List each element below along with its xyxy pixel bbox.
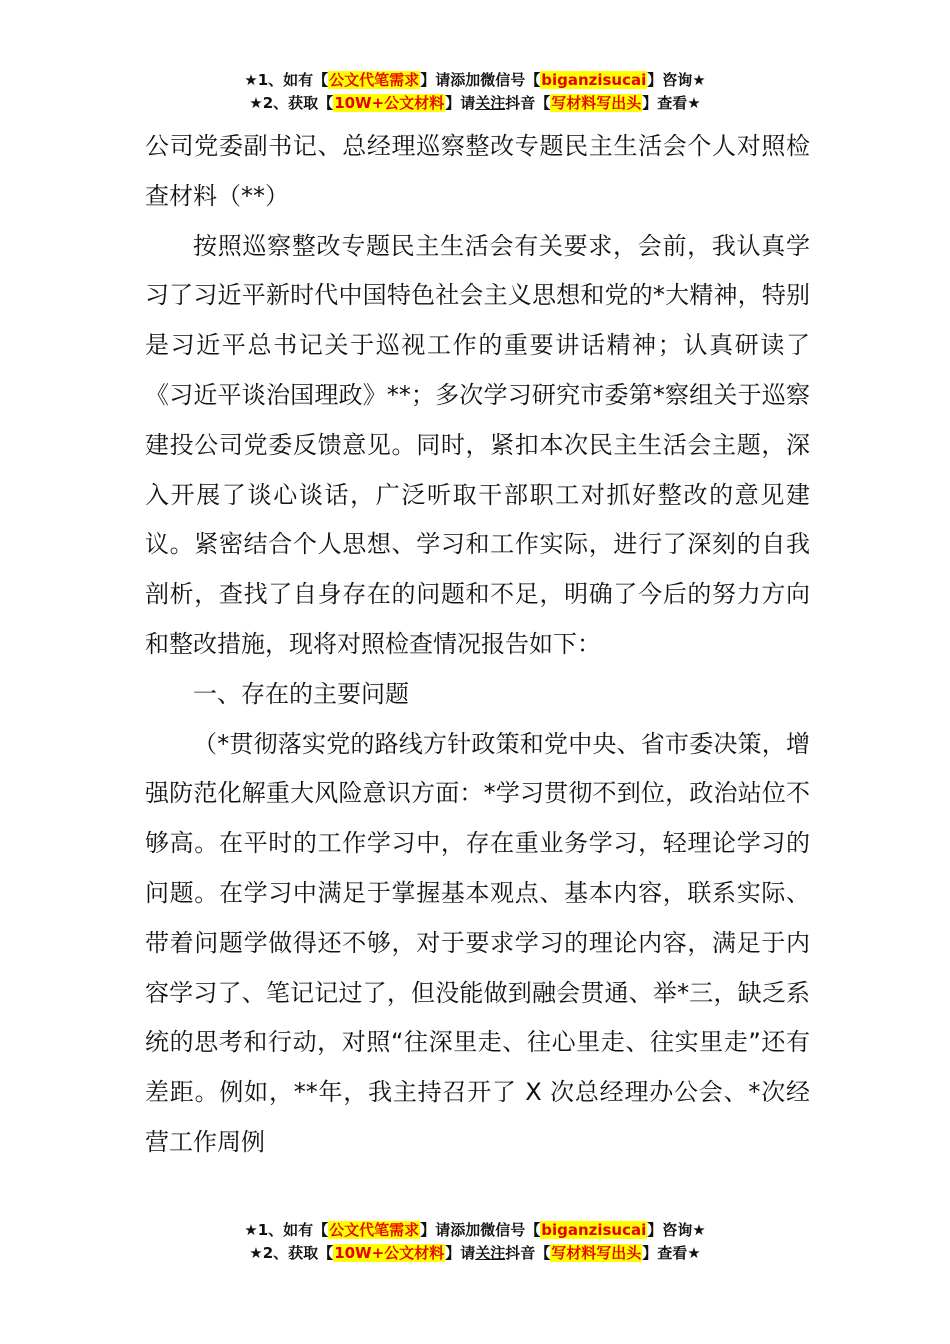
promo-text: 】请添加微信号【: [420, 1221, 541, 1239]
promo-text: 】咨询★: [647, 1221, 706, 1239]
section-heading: 一、存在的主要问题: [193, 679, 409, 708]
promo-text: 抖音【: [505, 1244, 551, 1262]
promo-highlight: biganzisucai: [541, 1221, 647, 1239]
promo-text: 】查看★: [642, 94, 701, 112]
promo-line-1: [0, 1219, 950, 1242]
section-paragraph: （*贯彻落实党的路线方针政策和党中央、省市委决策，增强防范化解重大风险意识方面：*学习贯彻不到位，政治站位不够高。在平时的工作学习中，存在重业务学习，轻理论学习的问题。在学习中满足于掌握基本观点、基本内容，联系实际、带着问题学做得还不够，对于要求学习的理论内容，满足于内容学习了、笔记记过了，但没能做到融会贯通、举*三，缺乏系统的思考和行动，对照“往深里走、往心里走、往实里走”还有差距。例如，**年，我主持召开了 X 次总经理办公会、*次经营工作周例: [145, 729, 810, 1156]
promo-underlined: 关注: [475, 1244, 506, 1262]
promo-line-2: [0, 92, 950, 115]
promo-line-2: [0, 1242, 950, 1265]
promo-line-1: [0, 69, 950, 92]
promo-text: ★2、获取【: [249, 1244, 334, 1262]
promo-highlight: 公文代笔需求: [329, 71, 420, 89]
promo-text: ★2、获取【: [249, 94, 334, 112]
promo-highlight: 公文代笔需求: [329, 1221, 420, 1239]
document-body: [145, 122, 810, 1168]
promo-text: 】请添加微信号【: [420, 71, 541, 89]
promo-text: 】请: [445, 94, 476, 112]
promo-text: 抖音【: [505, 94, 551, 112]
promo-text: 】咨询★: [647, 71, 706, 89]
intro-paragraph: 按照巡察整改专题民主生活会有关要求，会前，我认真学习了习近平新时代中国特色社会主义思想和党的*大精神，特别是习近平总书记关于巡视工作的重要讲话精神；认真研读了《习近平谈治国理政》**；多次学习研究市委第*察组关于巡察建投公司党委反馈意见。同时，紧扣本次民主生活会主题，深入开展了谈心谈话，广泛听取干部职工对抓好整改的意见建议。紧密结合个人思想、学习和工作实际，进行了深刻的自我剖析，查找了自身存在的问题和不足，明确了今后的努力方向和整改措施，现将对照检查情况报告如下：: [145, 231, 810, 658]
promo-highlight: biganzisucai: [541, 71, 647, 89]
promo-banner-bottom: [0, 1219, 950, 1265]
promo-highlight: 10W+公文材料: [334, 94, 445, 112]
document-title: 公司党委副书记、总经理巡察整改专题民主生活会个人对照检查材料（**）: [145, 132, 810, 210]
promo-text: ★1、如有【: [244, 1221, 329, 1239]
promo-text: 】请: [445, 1244, 476, 1262]
promo-underlined: 关注: [475, 94, 506, 112]
promo-highlight: 10W+公文材料: [334, 1244, 445, 1262]
promo-text: ★1、如有【: [244, 71, 329, 89]
promo-highlight: 写材料写出头: [551, 94, 642, 112]
promo-banner-top: [0, 69, 950, 115]
promo-highlight: 写材料写出头: [551, 1244, 642, 1262]
promo-text: 】查看★: [642, 1244, 701, 1262]
